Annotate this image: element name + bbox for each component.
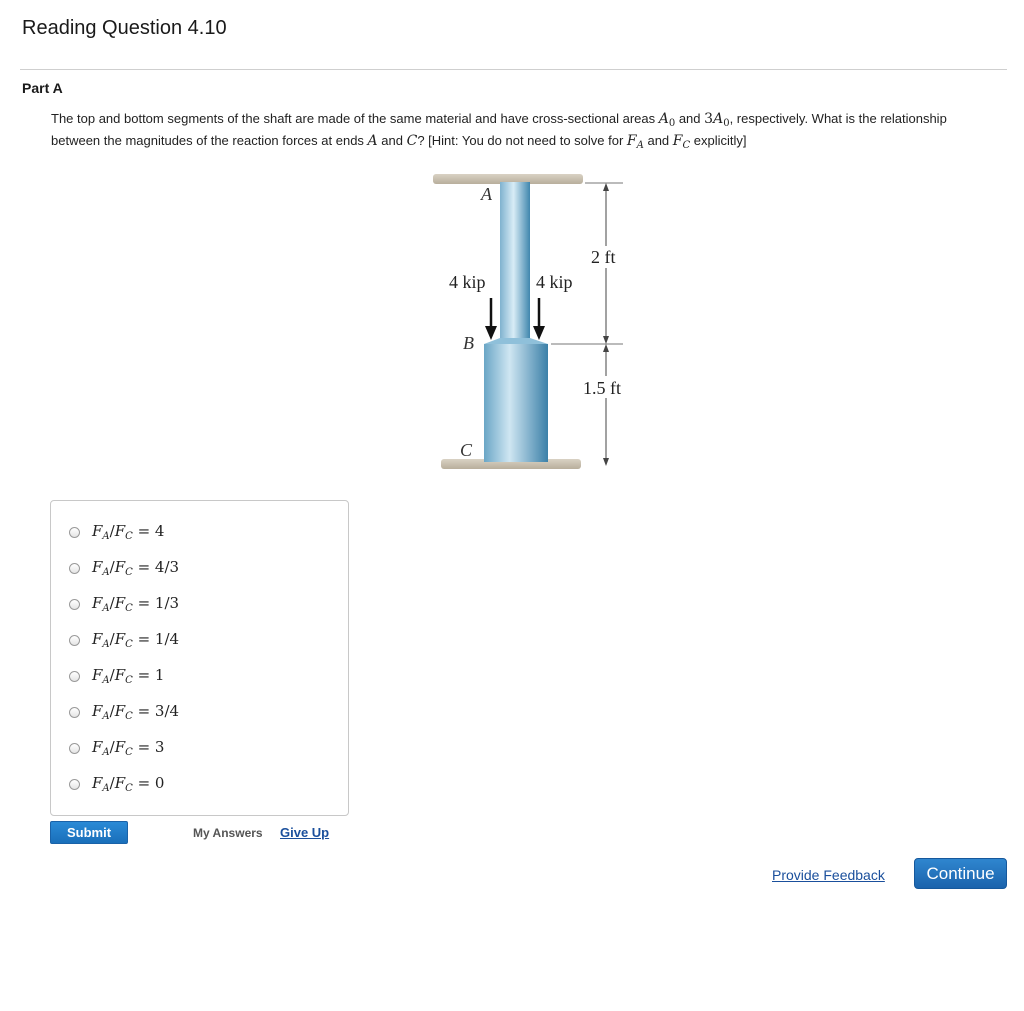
submit-button[interactable]: Submit: [50, 821, 128, 844]
label-b: B: [463, 333, 474, 353]
f-sub: C: [125, 531, 133, 542]
label-c: C: [460, 440, 473, 460]
radio-button[interactable]: [69, 599, 80, 610]
dim-label-bottom: 1.5 ft: [583, 378, 621, 398]
f-sub: C: [125, 711, 133, 722]
dim-arrow-bottom-up: [603, 344, 609, 352]
equals-sign: =: [132, 666, 155, 684]
f-var: F: [92, 594, 103, 612]
equals-sign: =: [132, 702, 155, 720]
equals-sign: =: [132, 630, 155, 648]
choice-5[interactable]: [69, 664, 164, 688]
equals-sign: =: [132, 558, 155, 576]
area-3a0-var: A: [713, 111, 724, 127]
choice-6[interactable]: [69, 700, 179, 724]
question-text-6: and: [643, 133, 673, 148]
ratio-value: 4/3: [154, 558, 180, 576]
label-a: A: [481, 184, 492, 204]
f-sub: A: [102, 747, 110, 758]
f-var: F: [92, 702, 103, 720]
f-var: F: [114, 594, 126, 612]
f-var: F: [114, 522, 126, 540]
load-arrow-right-head: [533, 326, 545, 340]
force-fa-sub: A: [636, 140, 644, 151]
f-sub: C: [125, 675, 133, 686]
force-fa-var: F: [626, 133, 637, 149]
ratio-value: 4: [154, 522, 165, 540]
choice-4[interactable]: [69, 628, 179, 652]
area-a0-var: A: [658, 111, 669, 127]
load-label-left: 4 kip: [449, 272, 486, 292]
slash: /: [109, 702, 115, 720]
bottom-shaft-segment: [484, 344, 548, 462]
ratio-value: 3/4: [154, 702, 180, 720]
part-label: Part A: [22, 80, 63, 96]
slash: /: [109, 630, 115, 648]
f-var: F: [114, 738, 126, 756]
equals-sign: =: [132, 522, 155, 540]
f-var: F: [114, 630, 126, 648]
force-fc-var: F: [672, 133, 683, 149]
radio-button[interactable]: [69, 707, 80, 718]
question-text-4: and: [377, 133, 407, 148]
ratio-value: 1/3: [154, 594, 180, 612]
ratio-value: 0: [154, 774, 165, 792]
slash: /: [109, 738, 115, 756]
shoulder-ring: [484, 338, 548, 344]
ratio-value: 1/4: [154, 630, 180, 648]
end-c-var: C: [406, 133, 418, 149]
choice-label: [92, 666, 164, 686]
choice-8[interactable]: [69, 772, 164, 796]
equals-sign: =: [132, 774, 155, 792]
choice-label: [92, 702, 179, 722]
f-var: F: [92, 774, 103, 792]
radio-button[interactable]: [69, 779, 80, 790]
end-a-var: A: [367, 133, 378, 149]
radio-button[interactable]: [69, 635, 80, 646]
f-sub: C: [125, 747, 133, 758]
question-text-1: The top and bottom segments of the shaft are made of the same material and have cross-sectional areas: [51, 111, 659, 126]
f-sub: C: [125, 639, 133, 650]
slash: /: [109, 594, 115, 612]
force-fc-sub: C: [682, 140, 691, 151]
f-var: F: [114, 702, 126, 720]
question-text-3: , respectively. What is the relationship between the magnitudes of the reaction forces at ends: [51, 111, 947, 148]
ratio-value: 3: [154, 738, 165, 756]
load-arrow-left-head: [485, 326, 497, 340]
area-3a0-sub: 0: [723, 118, 730, 129]
radio-button[interactable]: [69, 563, 80, 574]
f-sub: A: [102, 639, 110, 650]
answer-choices: [50, 500, 349, 816]
question-text-7: explicitly]: [690, 133, 747, 148]
f-var: F: [92, 522, 103, 540]
equals-sign: =: [132, 738, 155, 756]
slash: /: [109, 558, 115, 576]
area-a0-sub: 0: [668, 118, 676, 129]
equals-sign: =: [132, 594, 155, 612]
slash: /: [109, 774, 115, 792]
f-sub: A: [102, 711, 110, 722]
slash: /: [109, 666, 115, 684]
choice-label: [92, 522, 164, 542]
ratio-value: 1: [154, 666, 165, 684]
provide-feedback-link[interactable]: Provide Feedback: [772, 867, 885, 883]
choice-7[interactable]: [69, 736, 164, 760]
page-title: Reading Question 4.10: [22, 17, 227, 39]
give-up-link[interactable]: Give Up: [280, 825, 330, 840]
f-sub: A: [102, 675, 110, 686]
radio-button[interactable]: [69, 743, 80, 754]
f-sub: A: [102, 603, 110, 614]
dim-arrow-top-down: [603, 336, 609, 344]
dim-arrow-top-up: [603, 183, 609, 191]
f-var: F: [114, 774, 126, 792]
choice-2[interactable]: [69, 556, 179, 580]
top-shaft-segment: [500, 182, 530, 344]
choice-3[interactable]: [69, 592, 179, 616]
choice-label: [92, 594, 179, 614]
f-var: F: [114, 666, 126, 684]
slash: /: [109, 522, 115, 540]
f-var: F: [92, 630, 103, 648]
question-text-2: and: [675, 111, 705, 126]
choice-label: [92, 774, 164, 794]
dim-arrow-bottom-down: [603, 458, 609, 466]
continue-button[interactable]: Continue: [914, 858, 1007, 889]
dim-label-top: 2 ft: [591, 247, 616, 267]
f-var: F: [114, 558, 126, 576]
f-var: F: [92, 738, 103, 756]
load-label-right: 4 kip: [536, 272, 573, 292]
f-var: F: [92, 666, 103, 684]
choice-label: [92, 558, 179, 578]
f-sub: C: [125, 567, 133, 578]
area-coef: 3: [704, 111, 714, 127]
f-sub: A: [102, 531, 110, 542]
radio-button[interactable]: [69, 527, 80, 538]
my-answers-label: My Answers: [193, 826, 263, 840]
choice-1[interactable]: [69, 520, 164, 544]
title-divider: [20, 69, 1007, 70]
question-text-5: ? [Hint: You do not need to solve for: [417, 133, 627, 148]
f-sub: C: [125, 783, 133, 794]
f-sub: A: [102, 783, 110, 794]
f-sub: C: [125, 603, 133, 614]
f-sub: A: [102, 567, 110, 578]
question-text: [51, 110, 981, 154]
f-var: F: [92, 558, 103, 576]
shaft-figure: [425, 168, 645, 480]
choice-label: [92, 630, 179, 650]
radio-button[interactable]: [69, 671, 80, 682]
choice-label: [92, 738, 164, 758]
